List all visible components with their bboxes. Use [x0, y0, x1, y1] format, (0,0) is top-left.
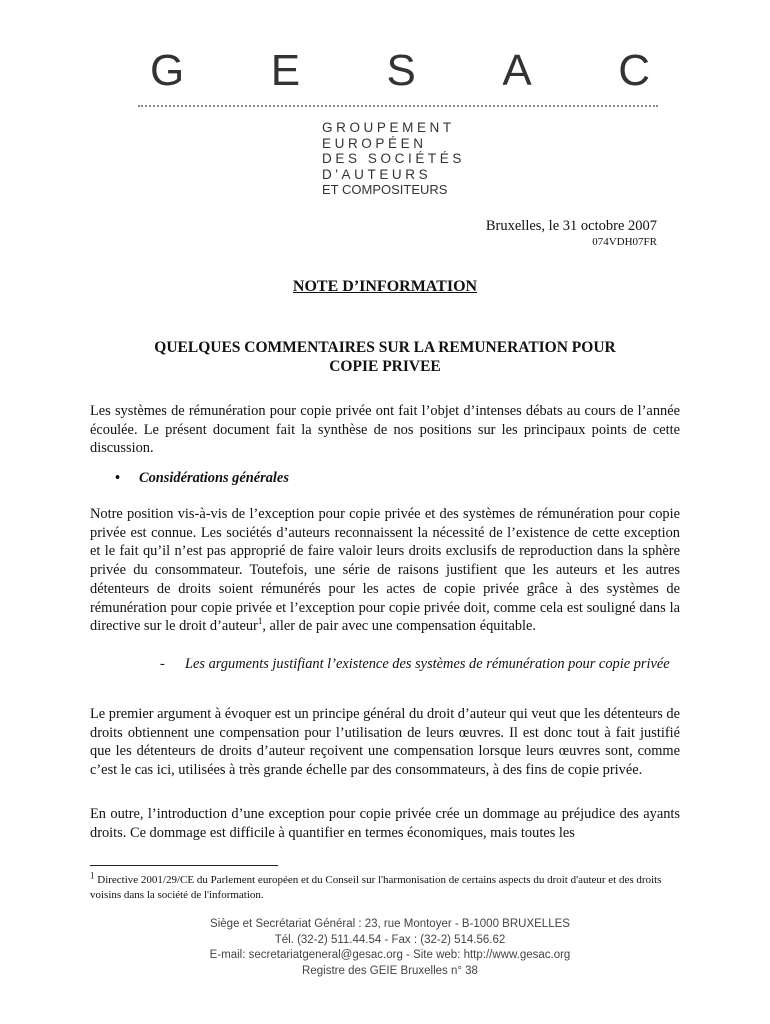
org-line: EUROPÉEN [322, 135, 427, 151]
body-paragraph: Le premier argument à évoquer est un principe général du droit d’auteur qui veut que les détenteurs de droits obtiennent une compensation pour l’utilisation de leurs œuvres. Il est donc tout à fait justifié que les détenteurs de droits d’auteur reçoivent une compensation lorsque leurs œuvres sont, comme c’est le cas ici, utilisées à très grande échelle par des consommateurs, à des fins de copie privée. [90, 706, 680, 779]
footnote-reference: 1 [257, 616, 263, 627]
subject-line: QUELQUES COMMENTAIRES SUR LA REMUNERATION POUR [154, 339, 616, 356]
subject-line: COPIE PRIVEE [329, 358, 441, 375]
organization-name [322, 120, 465, 198]
section-heading-text: Considérations générales [139, 470, 289, 486]
logo-letter: G [150, 46, 185, 95]
sub-heading-text: Les arguments justifiant l’existence des systèmes de rémunération pour copie privée [185, 656, 670, 672]
bullet-marker: • [115, 470, 121, 486]
logo-letter: S [386, 46, 416, 95]
reference-number: 074VDH07FR [592, 236, 657, 248]
paragraph-text: Notre position vis-à-vis de l’exception pour copie privée et des systèmes de rémunération pour copie privée est connue. Les sociétés d’auteurs reconnaissent la nécessité de l’existence de cette exception et le fait qu’il n’est pas approprié de faire valoir leurs droits exclusifs de reproduction dans la sphère privée du consommateur. Toutefois, une série de raisons justifient que les auteurs et les autres détenteurs de droits soient rémunérés pour les actes de copie privée grâce à des systèmes de rémunération pour copie privée et l’exception pour copie privée doit, comme cela est souligné dans la directive sur le droit d’auteur [90, 506, 680, 635]
footer-registry: Registre des GEIE Bruxelles n° 38 [302, 964, 478, 977]
footer-contact: E-mail: secretariatgeneral@gesac.org - Site web: http://www.gesac.org [209, 949, 571, 961]
logo-letter: E [270, 46, 301, 95]
footer-phone: Tél. (32-2) 511.44.54 - Fax : (32-2) 514.56.62 [274, 933, 506, 946]
logo-letter: C [618, 46, 650, 95]
logo-divider [138, 105, 658, 107]
footnote-divider [90, 865, 278, 866]
paragraph-text: , aller de pair avec une compensation équitable. [262, 618, 537, 635]
footer-address: Siège et Secrétariat Général : 23, rue Montoyer - B-1000 BRUXELLES [210, 918, 570, 930]
org-line: ET COMPOSITEURS [322, 182, 448, 197]
body-paragraph: En outre, l’introduction d’une exception pour copie privée crée un dommage au préjudice des ayants droits. Ce dommage est difficile à quantifier en termes économiques, mais toutes les [90, 806, 680, 841]
org-line: D'AUTEURS [322, 166, 432, 182]
footnote-text: Directive 2001/29/CE du Parlement européen et du Conseil sur l'harmonisation de certains aspects du droit d'auteur et des droits voisins dans la société de l'information. [90, 874, 662, 901]
logo-letter: A [502, 46, 532, 95]
body-paragraph [90, 505, 680, 636]
intro-paragraph: Les systèmes de rémunération pour copie privée ont fait l’objet d’intenses débats au cours de l’année écoulée. Le présent document fait la synthèse de nos positions sur les principaux points de cette discussion. [90, 403, 680, 457]
section-heading [115, 470, 289, 487]
gesac-logo [150, 48, 650, 94]
org-line: DES SOCIÉTÉS [322, 151, 465, 166]
footnote [90, 870, 680, 902]
sub-heading [160, 655, 680, 674]
footnote-number: 1 [90, 870, 95, 881]
subject-heading [90, 338, 680, 376]
letterhead-footer [170, 917, 610, 979]
org-line: GROUPEMENT [322, 120, 455, 135]
dateline: Bruxelles, le 31 octobre 2007 [485, 218, 657, 234]
dash-marker: - [160, 656, 165, 672]
note-title: NOTE D’INFORMATION [292, 278, 478, 295]
